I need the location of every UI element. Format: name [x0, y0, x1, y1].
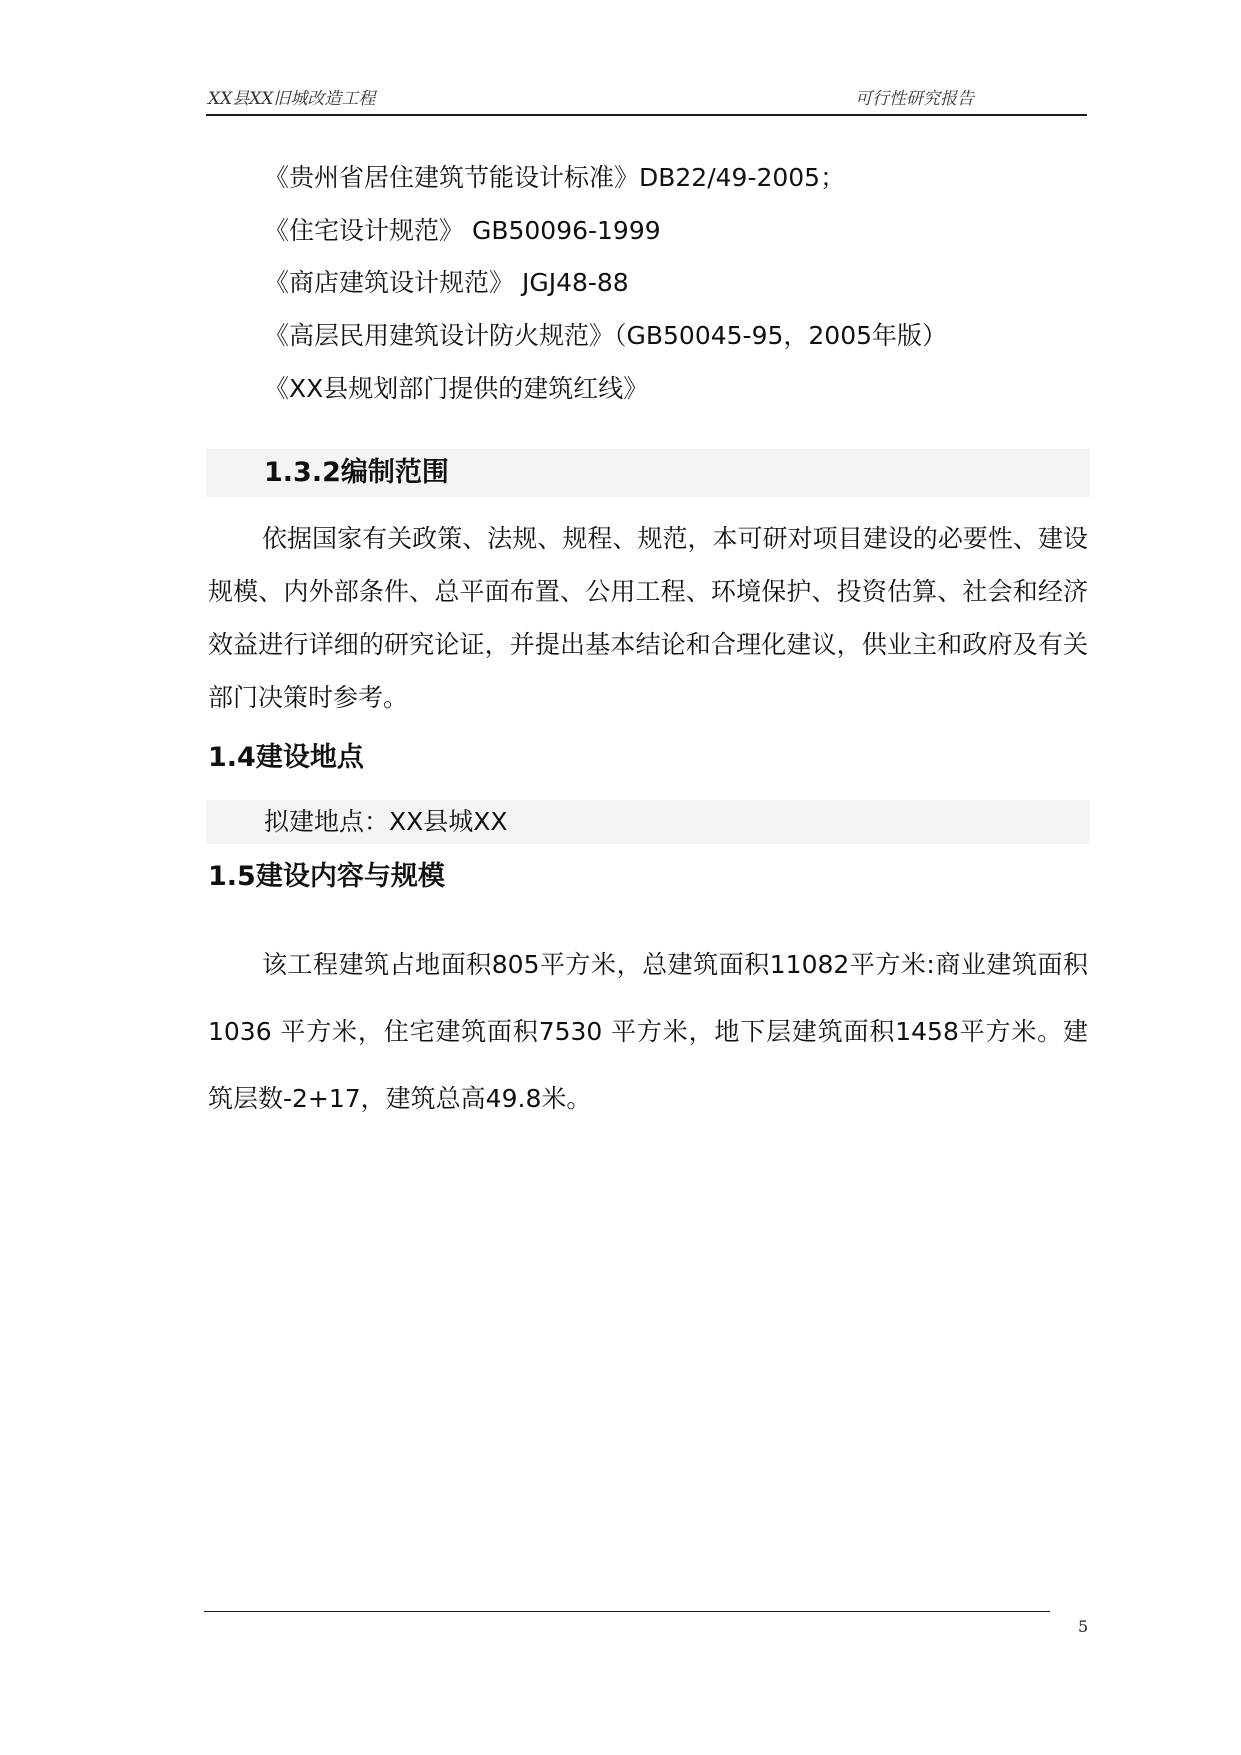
reference-item: 《商店建筑设计规范》 JGJ48-88 — [264, 268, 629, 297]
reference-item: 《住宅设计规范》 GB50096-1999 — [264, 216, 661, 245]
section-body-1-4: 拟建地点：XX县城XX — [264, 807, 508, 836]
header-project-title: XX县XX旧城改造工程 — [208, 89, 376, 109]
section-heading-1-3-2: 1.3.2编制范围 — [264, 457, 449, 488]
header-divider — [206, 114, 1087, 116]
reference-item: 《XX县规划部门提供的建筑红线》 — [264, 374, 649, 403]
reference-item: 《高层民用建筑设计防火规范》（GB50045-95，2005年版） — [264, 321, 948, 350]
header-report-type: 可行性研究报告 — [855, 89, 974, 109]
section-heading-1-5: 1.5建设内容与规模 — [208, 861, 445, 892]
section-body-1-3-2: 依据国家有关政策、法规、规程、规范，本可研对项目建设的必要性、建设规模、内外部条件、总平面布置、公用工程、环境保护、投资估算、社会和经济效益进行详细的研究论证，并提出基本结论和合理化建议，供业主和政府及有关部门决策时参考。 — [208, 524, 1088, 712]
section-body-1-5: 该工程建筑占地面积805平方米，总建筑面积11082平方米:商业建筑面积1036 平方米，住宅建筑面积7530 平方米，地下层建筑面积1458平方米。建筑层数-2+17，建筑总高49.8米。 — [208, 950, 1088, 1113]
reference-item: 《贵州省居住建筑节能设计标准》DB22/49-2005； — [264, 163, 846, 192]
footer-divider — [204, 1611, 1050, 1612]
section-heading-1-4: 1.4建设地点 — [208, 742, 364, 773]
page-number: 5 — [1078, 1617, 1089, 1636]
